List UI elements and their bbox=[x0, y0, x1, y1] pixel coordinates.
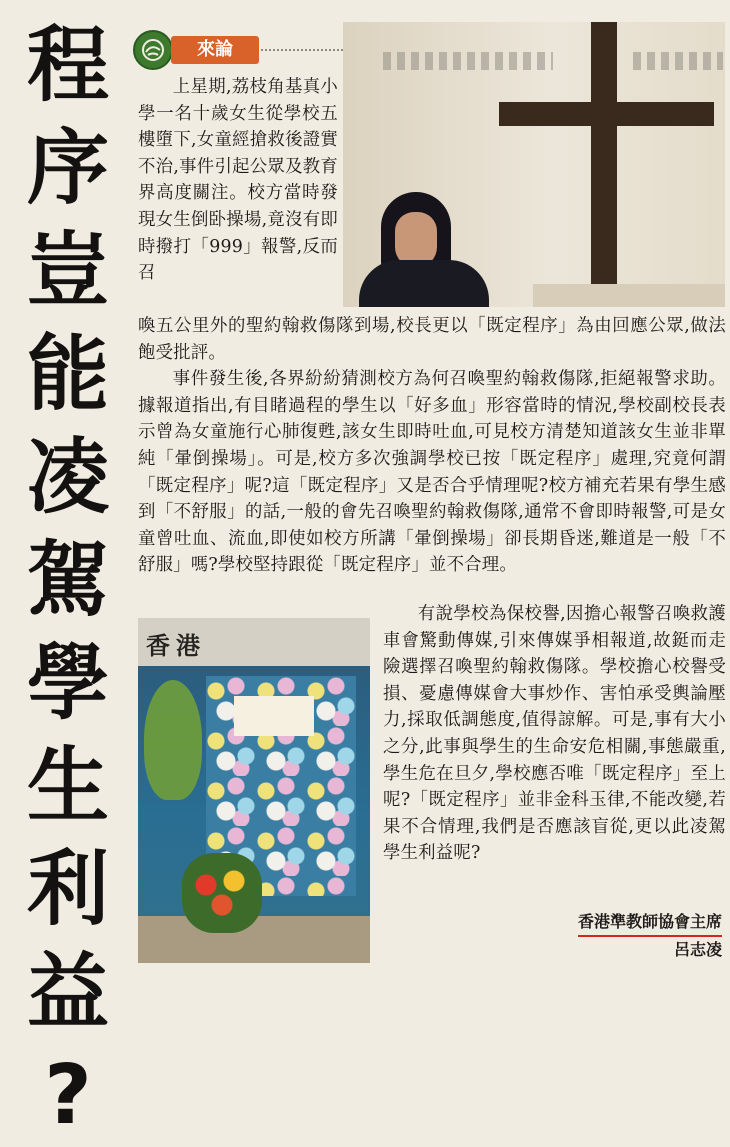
headline-char: 益 bbox=[26, 945, 109, 1040]
school-sign-text: 香港 bbox=[146, 632, 206, 660]
headline-char: 駕 bbox=[26, 533, 109, 628]
column-badge bbox=[133, 30, 323, 70]
cross-horizontal bbox=[499, 102, 714, 126]
headline-char: ? bbox=[44, 1048, 92, 1143]
headline-char: 能 bbox=[26, 327, 109, 422]
headline-char: 利 bbox=[26, 842, 109, 937]
author-name: 呂志凌 bbox=[673, 940, 722, 959]
photo-notice-board bbox=[138, 618, 370, 963]
article-paragraph: 上星期,荔枝角基真小學一名十歲女生從學校五樓墮下,女童經搶救後證實不治,事件引起公眾及教育界高度關注。校方當時發現女生倒卧操場,竟沒有即時撥打「999」報警,反而召 bbox=[138, 77, 338, 284]
headline-char: 凌 bbox=[26, 430, 109, 525]
headline-char: 豈 bbox=[26, 224, 109, 319]
headline-char: 程 bbox=[26, 18, 109, 113]
author-signature bbox=[578, 909, 722, 962]
headline-char: 生 bbox=[26, 739, 109, 834]
article-column-2 bbox=[383, 601, 726, 867]
article-paragraph: 有說學校為保校譽,因擔心報警召喚救護車會驚動傳媒,引來傳媒爭相報道,故鋌而走險選擇召喚聖約翰救傷隊。學校擔心校譽受損、憂慮傳媒會大事炒作、害怕承受輿論壓力,採取低調態度,值得諒解。可是,事有大小之分,此事與學生的生命安危相關,事態嚴重,學生危在旦夕,學校應否唯「既定程序」至上呢?「既定程序」並非金科玉律,不能改變,若果不合情理,我們是否應該盲從,更以此凌駕學生利益呢? bbox=[383, 604, 726, 864]
school-sign bbox=[138, 618, 370, 666]
column-label: 來論 bbox=[171, 36, 259, 64]
photo-speaker-cross bbox=[343, 22, 725, 307]
headline-char: 序 bbox=[26, 121, 109, 216]
article-column-1 bbox=[138, 74, 338, 287]
cross-vertical bbox=[591, 22, 617, 307]
article-full-width bbox=[138, 313, 726, 579]
headline bbox=[18, 14, 118, 1143]
globe-hand-icon bbox=[133, 30, 173, 70]
flower-bouquet bbox=[182, 853, 262, 933]
article-paragraph: 喚五公里外的聖約翰救傷隊到場,校長更以「既定程序」為由回應公眾,做法飽受批評。 bbox=[138, 316, 726, 363]
article-paragraph: 事件發生後,各界紛紛猜測校方為何召喚聖約翰救傷隊,拒絕報警求助。據報道指出,有目睹過程的學生以「好多血」形容當時的情況,學校副校長表示曾為女童施行心肺復甦,該女生即時吐血,可見校方清楚知道該女生並非單純「暈倒操場」。可是,校方多次強調學校已按「既定程序」處理,究竟何謂「既定程序」呢?這「既定程序」又是否合乎情理呢?校方補充若果有學生感到「不舒服」的話,一般的會先召喚聖約翰救傷隊,通常不會即時報警,可是女童曾吐血、流血,即使如校方所講「暈倒操場」卻長期昏迷,難道是一般「不舒服」嗎?學校堅持跟從「既定程序」並不合理。 bbox=[138, 369, 726, 576]
headline-char: 學 bbox=[26, 636, 109, 731]
author-organization: 香港準教師協會主席 bbox=[578, 909, 722, 937]
